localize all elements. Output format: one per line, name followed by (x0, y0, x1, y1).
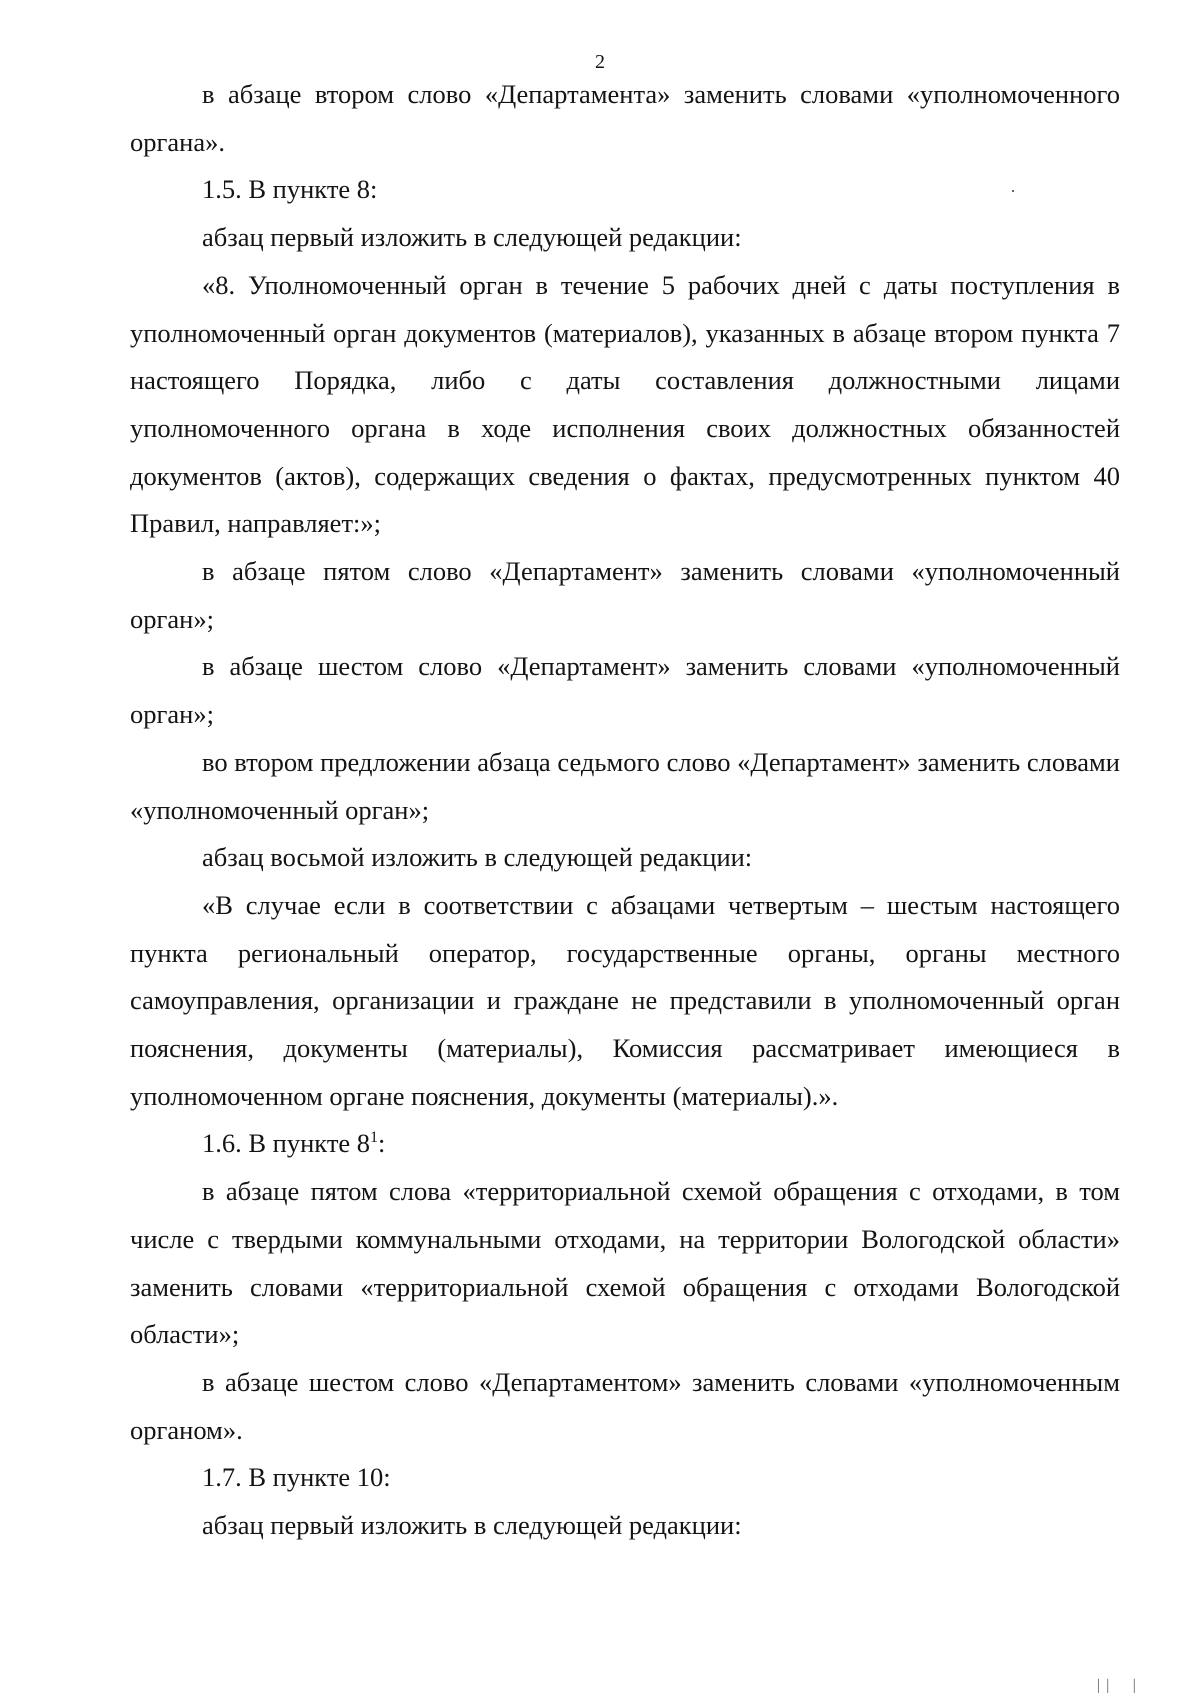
paragraph: в абзаце пятом слово «Департамент» заменить словами «уполномоченный орган»; (130, 556, 1120, 634)
document-body (130, 71, 1120, 1550)
section-heading (130, 1120, 1120, 1168)
paragraph: абзац восьмой изложить в следующей редакции: (202, 842, 753, 873)
scan-edge-marks: ││ │ (1094, 1679, 1140, 1693)
paragraph: абзац первый изложить в следующей редакции: (202, 1510, 742, 1541)
section-heading-tail: : (378, 1128, 386, 1159)
paragraph: во втором предложении абзаца седьмого слово «Департамент» заменить словами «уполномоченный орган»; (130, 746, 1120, 825)
paragraph: в абзаце шестом слово «Департамент» заменить словами «уполномоченный орган»; (130, 651, 1120, 730)
section-heading-text: 1.6. В пункте 8 (202, 1128, 371, 1159)
paragraph: абзац первый изложить в следующей редакции: (202, 222, 742, 253)
paragraph: в абзаце пятом слова «территориальной схемой обращения с отходами, в том числе с твердыми коммунальными отходами, на территории Вологодской области» заменить словами «территориальной схемой обращения с отходами Вологодской области»; (130, 1176, 1120, 1350)
quoted-paragraph: «В случае если в соответствии с абзацами четвертым – шестым настоящего пункта региональный оператор, государственные органы, органы местного самоуправления, организации и граждане не представили в уполномоченный орган пояснения, документы (материалы), Комиссия рассматривает имеющиеся в уполномоченном органе пояснения, документы (материалы).». (130, 889, 1120, 1111)
quoted-paragraph: «8. Уполномоченный орган в течение 5 рабочих дней с даты поступления в уполномоченный орган документов (материалов), указанных в абзаце втором пункта 7 настоящего Порядка, либо с даты составления должностными лицами уполномоченного органа в ходе исполнения своих должностных обязанностей документов (актов), содержащих сведения о фактах, предусмотренных пунктом 40 Правил, направляет:»; (130, 269, 1120, 539)
section-heading: 1.7. В пункте 10: (202, 1462, 391, 1493)
page-number: 2 (595, 51, 605, 73)
paragraph: в абзаце шестом слово «Департаментом» заменить словами «уполномоченным органом». (130, 1366, 1120, 1445)
paragraph: в абзаце втором слово «Департамента» заменить словами «уполномоченного органа». (130, 79, 1120, 157)
section-heading: 1.5. В пункте 8: (202, 174, 378, 205)
superscript: 1 (370, 1129, 379, 1147)
scan-speck (1012, 190, 1014, 192)
